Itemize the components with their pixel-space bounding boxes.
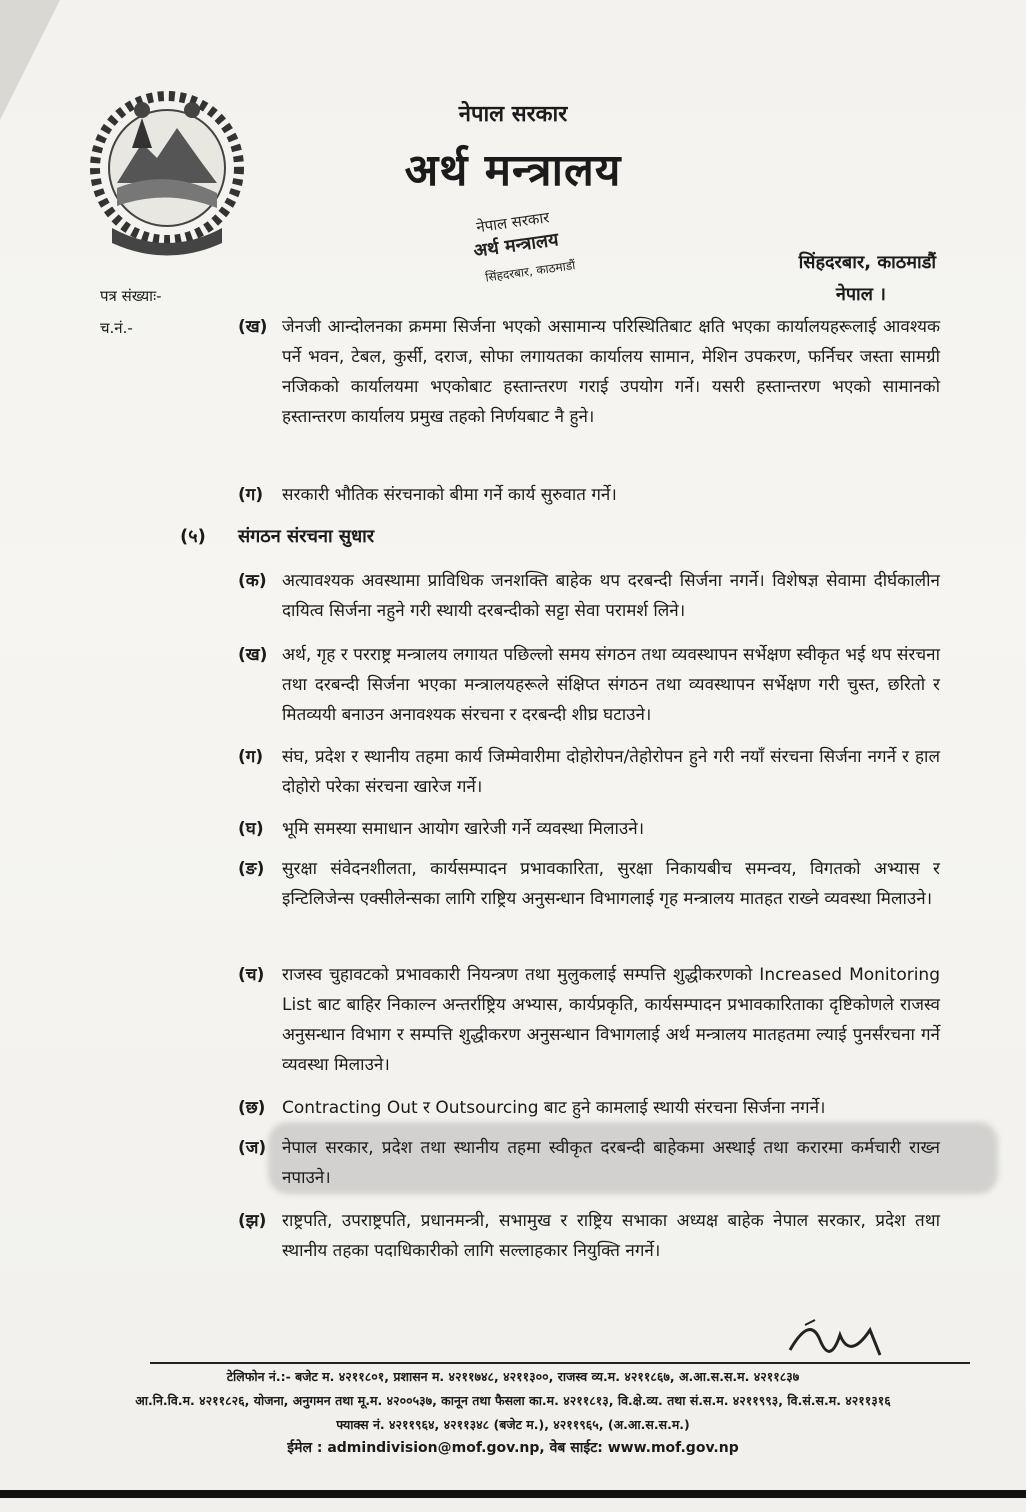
item-text: अर्थ, गृह र परराष्ट्र मन्त्रालय लगायत पछिल्लो समय संगठन तथा व्यवस्थापन सर्भेक्षण स्वीकृत भई थप संरचना तथा दरबन्दी सिर्जना भएका मन्त्रालयहरूले संक्षिप्त संगठन तथा व्यवस्थापन सर्भेक्षण गरी चुस्त, छरितो र मितव्ययी बनाउन अनावश्यक संरचना र दरबन्दी शीघ्र घटाउने। — [282, 645, 940, 725]
list-item — [238, 566, 940, 626]
dispatch-number-label: च.नं.- — [100, 319, 133, 337]
item-text: Contracting Out र Outsourcing बाट हुने कामलाई स्थायी संरचना सिर्जना नगर्ने। — [282, 1098, 826, 1118]
item-label: (ग) — [238, 747, 264, 767]
address-line-2: नेपाल । — [835, 284, 886, 305]
list-item — [238, 1133, 940, 1193]
item-text: राजस्व चुहावटको प्रभावकारी नियन्त्रण तथा मुलुकलाई सम्पत्ति शुद्धीकरणको Increased Monitoring List बाट बाहिर निकाल्न अन्तर्राष्ट्रिय अभ्यास, कार्यप्रकृति, कार्यसम्पादन प्रभावकारिताका दृष्टिकोणले राजस्व अनुसन्धान विभाग र सम्पत्ति शुद्धीकरण अनुसन्धान विभागलाई अर्थ मन्त्रालय मातहतमा ल्याई पुनर्संरचना गर्ने व्यवस्था मिलाउने। — [282, 965, 940, 1075]
list-item — [238, 1206, 940, 1266]
item-label: (ग) — [238, 485, 264, 505]
footer-phone-line-1: टेलिफोन नं.:- बजेट म. ४२११८०१, प्रशासन म. ४२११७४८, ४२११३००, राजस्व व्य.म. ४२११८६७, अ.आ.स.स.म. ४२११८३७ — [226, 1369, 800, 1384]
list-item — [238, 312, 940, 462]
item-label: (ङ) — [238, 859, 265, 879]
address-line-1: सिंहदरबार, काठमाडौं — [798, 252, 936, 273]
item-text: राष्ट्रपति, उपराष्ट्रपति, प्रधानमन्त्री, सभामुख र राष्ट्रिय सभाका अध्यक्ष बाहेक नेपाल सरकार, प्रदेश तथा स्थानीय तहका पदाधिकारीको लागि सल्लाहकार नियुक्ति नगर्ने। — [282, 1211, 940, 1261]
item-text: अत्यावश्यक अवस्थामा प्राविधिक जनशक्ति बाहेक थप दरबन्दी सिर्जना नगर्ने। विशेषज्ञ सेवामा दीर्घकालीन दायित्व सिर्जना नहुने गरी स्थायी दरबन्दीको सट्टा सेवा परामर्श लिने। — [282, 571, 940, 621]
ministry-stamp — [460, 195, 600, 290]
ministry-heading: अर्थ मन्त्रालय — [404, 145, 622, 196]
item-text: सुरक्षा संवेदनशीलता, कार्यसम्पादन प्रभावकारिता, सुरक्षा निकायबीच समन्वय, विगतको अभ्यास र इन्टिलिजेन्स एक्सीलेन्सका लागि राष्ट्रिय अनुसन्धान विभागलाई गृह मन्त्रालय मातहत राख्ने व्यवस्था मिलाउने। — [282, 859, 940, 909]
list-item — [238, 640, 940, 730]
item-label: (ज) — [238, 1138, 267, 1158]
page-bottom-edge — [0, 1490, 1026, 1498]
item-text: भूमि समस्या समाधान आयोग खारेजी गर्ने व्यवस्था मिलाउने। — [282, 819, 645, 839]
item-label: (ख) — [238, 317, 268, 337]
list-item — [238, 480, 940, 510]
section-heading — [180, 524, 375, 548]
list-item — [238, 814, 940, 844]
item-label: (च) — [238, 965, 265, 985]
item-label: (झ) — [238, 1211, 267, 1231]
list-item — [238, 742, 940, 802]
item-text: नेपाल सरकार, प्रदेश तथा स्थानीय तहमा स्वीकृत दरबन्दी बाहेकमा अस्थाई तथा करारमा कर्मचारी राख्न नपाउने। — [282, 1138, 940, 1188]
footer-contact-line: ईमेल : admindivision@mof.gov.np, वेब साईट: www.mof.gov.np — [287, 1440, 739, 1456]
item-label: (क) — [238, 571, 267, 591]
item-label: (छ) — [238, 1098, 266, 1118]
item-text: सरकारी भौतिक संरचनाको बीमा गर्ने कार्य सुरुवात गर्ने। — [282, 485, 617, 505]
item-label: (ख) — [238, 645, 268, 665]
stamp-line-1: नेपाल सरकार — [475, 208, 551, 237]
footer-divider — [150, 1362, 970, 1364]
government-heading: नेपाल सरकार — [458, 102, 568, 127]
item-text: जेनजी आन्दोलनका क्रममा सिर्जना भएको असामान्य परिस्थितिबाट क्षति भएका कार्यालयहरूलाई आवश्यक पर्ने भवन, टेबल, कुर्सी, दराज, सोफा लगायतका कार्यालय सामान, मेशिन उपकरण, फर्निचर जस्ता सामग्री नजिकको कार्यालयमा भएकोबाट हस्तान्तरण गराई उपयोग गर्ने। यसरी हस्तान्तरण भएको सामानको हस्तान्तरण कार्यालय प्रमुख तहको निर्णयबाट नै हुने। — [282, 317, 940, 427]
list-item — [238, 960, 940, 1080]
item-label: (घ) — [238, 819, 264, 839]
footer-fax-line: फ्याक्स नं. ४२११९६४, ४२११३४८ (बजेट म.), ४२११९६५, (अ.आ.स.स.म.) — [336, 1417, 690, 1432]
list-item — [238, 1093, 940, 1123]
stamp-line-3: सिंहदरबार, काठमाडौं — [484, 258, 577, 285]
letter-number-label: पत्र संख्याः- — [100, 287, 162, 305]
list-item — [238, 854, 940, 944]
item-text: संघ, प्रदेश र स्थानीय तहमा कार्य जिम्मेवारीमा दोहोरोपन/तेहोरोपन हुने गरी नयाँ संरचना सिर्जना नगर्ने र हाल दोहोरो परेका संरचना खारेज गर्ने। — [282, 747, 940, 797]
footer-phone-line-2: आ.नि.वि.म. ४२११८२६, योजना, अनुगमन तथा मू.म. ४२००५३७, कानून तथा फैसला का.म. ४२११८१३, वि.क्षे.व्य. तथा सं.स.म. ४२११९९३, वि.सं.स.म. ४२११३१६ — [135, 1393, 891, 1408]
section-number: (५) — [180, 526, 206, 547]
signature-icon — [780, 1310, 890, 1370]
section-title: संगठन संरचना सुधार — [238, 526, 375, 547]
stamp-line-2: अर्थ मन्त्रालय — [472, 229, 560, 262]
